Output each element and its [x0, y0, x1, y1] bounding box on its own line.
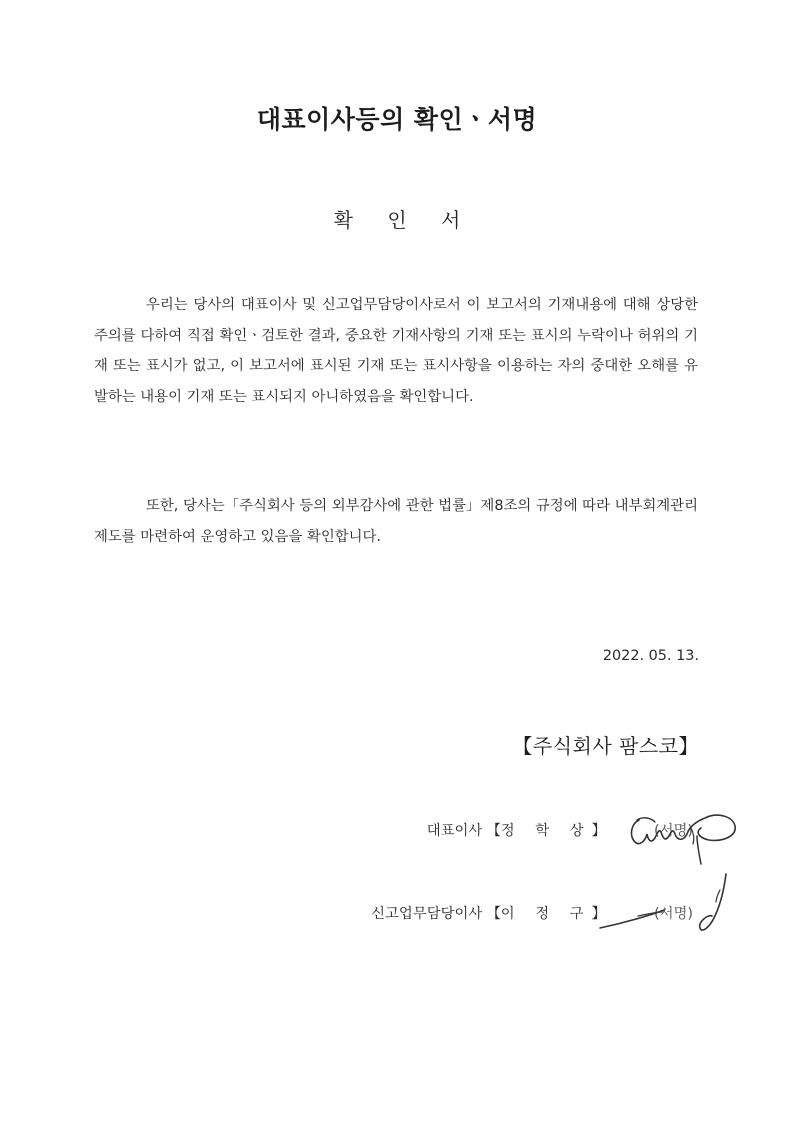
ceo-name: 정 학 상 — [500, 823, 592, 839]
cfo-signature-mark: (서명) — [654, 906, 694, 922]
confirmation-paragraph: 우리는 당사의 대표이사 및 신고업무담당이사로서 이 보고서의 기재내용에 대해 상당한 주의를 다하여 직접 확인ㆍ검토한 결과, 중요한 기재사항의 기재 또는 표시의 누락이나 허위의 기재 또는 표시가 없고, 이 보고서에 표시된 기재 또는 표시사항을 이용하는 자의 중대한 오해를 유발하는 내용이 기재 또는 표시되지 아니하였음을 확인합니다. — [94, 297, 698, 405]
document-subtitle: 확 인 서 — [333, 208, 475, 232]
cfo-signature-line — [371, 902, 606, 923]
company-name: 【주식회사 팜스코】 — [512, 734, 699, 758]
ceo-name-bracket: 【정 학 상】 — [486, 823, 606, 839]
cfo-name-bracket: 【이 정 구】 — [486, 906, 606, 922]
cfo-title: 신고업무담당이사 — [371, 906, 483, 922]
ceo-signature-mark: (서명) — [654, 823, 694, 839]
ceo-title: 대표이사 — [426, 823, 483, 839]
cfo-handwritten-signature — [598, 870, 738, 940]
ceo-signature-line — [427, 819, 606, 840]
document-date: 2022. 05. 13. — [602, 648, 699, 664]
internal-control-paragraph: 또한, 당사는「주식회사 등의 외부감사에 관한 법률」제8조의 규정에 따라 내부회계관리제도를 마련하여 운영하고 있음을 확인합니다. — [94, 498, 698, 545]
ceo-handwritten-signature — [625, 798, 740, 868]
page-title: 대표이사등의 확인ㆍ서명 — [256, 105, 538, 134]
cfo-name: 이 정 구 — [500, 906, 592, 922]
